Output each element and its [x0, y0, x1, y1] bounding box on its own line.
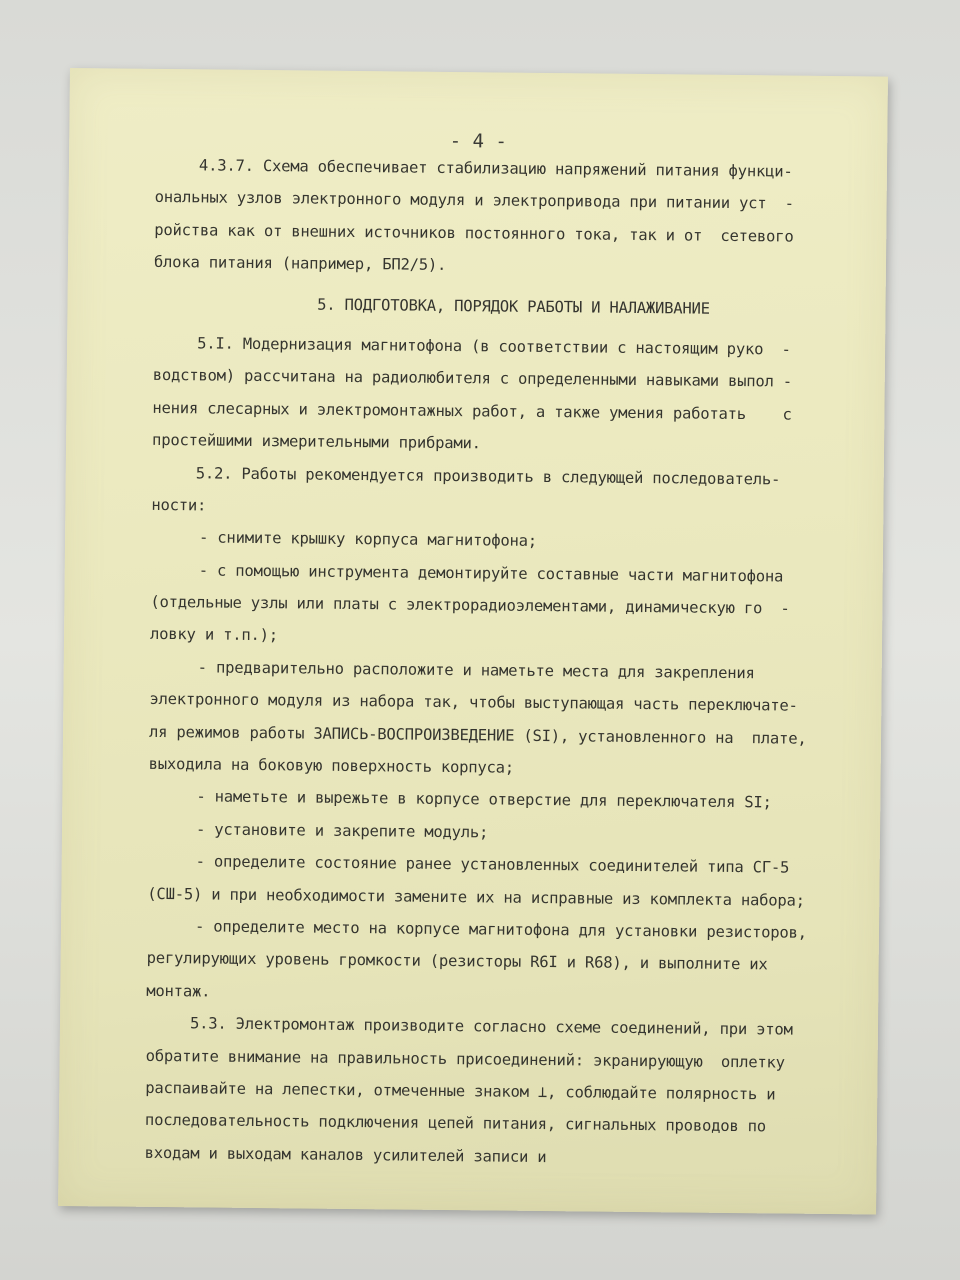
list-item: - установите и закрепите модуль; — [195, 820, 489, 842]
text-line: электронного модуля из набора так, чтобы выступающая часть переключате- — [149, 690, 798, 715]
text-line: входам и выходам каналов усилителей записи и — [144, 1143, 547, 1166]
text-line: 4.3.7. Схема обеспечивает стабилизацию напряжений питания функци- — [198, 156, 793, 181]
text-line: (отдельные узлы или платы с электрорадиоэлементами, динамическую го - — [150, 592, 790, 618]
list-item: - определите место на корпусе магнитофона для установки резисторов, — [194, 917, 807, 942]
list-item: - предварительно расположите и наметьте места для закрепления — [197, 658, 755, 683]
document-body — [144, 149, 835, 1176]
list-item: - определите состояние ранее установленных соединителей типа СГ-5 — [195, 852, 790, 877]
text-line: ности: — [151, 495, 207, 515]
text-line: ля режимов работы ЗАПИСЬ-ВОСПРОИЗВЕДЕНИЕ (SI), установленного на плате, — [148, 722, 807, 748]
text-line: ональных узлов электронного модуля и электропривода при питании уст - — [154, 188, 794, 213]
text-line: нения слесарных и электромонтажных работ, а также умения работать с — [152, 398, 792, 424]
text-line: 5.3. Электромонтаж производите согласно схеме соединений, при этом — [189, 1014, 793, 1039]
list-item: - наметьте и вырежьте в корпусе отверстие для переключателя SI; — [196, 787, 772, 812]
text-line: монтаж. — [146, 981, 211, 1001]
document-page — [58, 68, 888, 1215]
text-line: (СШ-5) и при необходимости замените их на исправные из комплекта набора; — [147, 884, 805, 910]
section-heading: 5. ПОДГОТОВКА, ПОРЯДОК РАБОТЫ И НАЛАЖИВАНИЕ — [317, 295, 710, 318]
list-item: - с помощью инструмента демонтируйте составные части магнитофона — [198, 561, 784, 586]
text-line: 5.I. Модернизация магнитофона (в соответствии с настоящим руко - — [197, 334, 791, 359]
text-line: блока питания (например, БП2/5). — [153, 253, 447, 275]
text-line: простейшими измерительными прибрами. — [152, 431, 481, 453]
text-line: выходила на боковую поверхность корпуса; — [148, 754, 515, 777]
text-line: ловку и т.п.); — [149, 625, 279, 645]
list-item: - снимите крышку корпуса магнитофона; — [198, 528, 538, 551]
text-line: обратите внимание на правильность присоединений: экранирующую оплетку — [145, 1046, 785, 1072]
page-number: - 4 - — [449, 129, 507, 153]
text-line: регулирующих уровень громкости (резисторы R6I и R68), и выполните их — [146, 949, 768, 974]
text-line: водством) рассчитана на радиолюбителя с определенными навыками выпол - — [152, 366, 793, 391]
text-line: ройства как от внешних источников постоянного тока, так и от сетевого — [154, 220, 794, 246]
text-line: последовательность подключения цепей питания, сигнальных проводов по — [144, 1111, 767, 1136]
text-line: 5.2. Работы рекомендуется производить в следующей последователь- — [195, 463, 781, 488]
text-line: распаивайте на лепестки, отмеченные знаком ⊥, соблюдайте полярность и — [145, 1078, 776, 1104]
